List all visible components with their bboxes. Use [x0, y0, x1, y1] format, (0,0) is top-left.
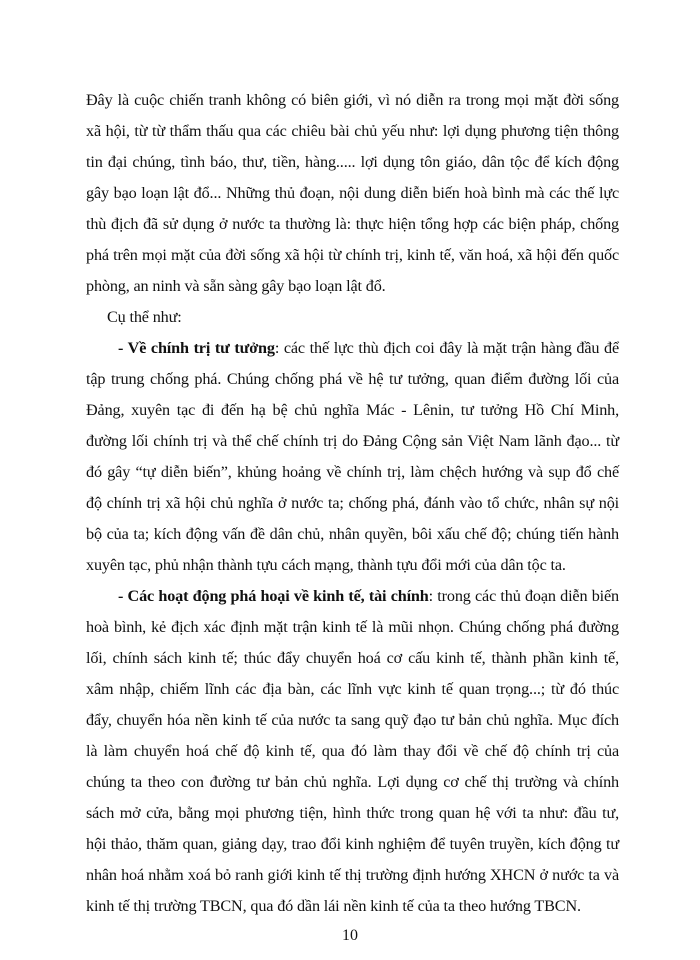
section-economy-line: xâm nhập, chiếm lĩnh các địa bàn, các lĩnh vực kinh tế quan trọng...; từ đó thúc — [86, 680, 619, 698]
section-economy-line: đẩy, chuyển hóa nền kinh tế của nước ta sang quỹ đạo tư bản chủ nghĩa. Mục đích — [86, 711, 619, 729]
section-economy-line: nhân hoá nhằm xoá bỏ ranh giới kinh tế thị trường định hướng XHCN ở nước ta và — [86, 866, 619, 884]
paragraph-1-line: thù địch đã sử dụng ở nước ta thường là: thực hiện tổng hợp các biện pháp, chống — [86, 215, 619, 233]
page-number: 10 — [342, 927, 358, 944]
section-politics-line: bộ của ta; kích động vấn đề dân chủ, nhân quyền, bôi xấu chế độ; chúng tiến hành — [86, 525, 619, 543]
section-economy-heading: - Các hoạt động phá hoại về kinh tế, tài chính — [118, 587, 429, 605]
section-economy-line: lối, chính sách kinh tế; thúc đẩy chuyển hoá cơ cấu kinh tế, thành phần kinh tế, — [86, 649, 619, 667]
section-politics-first-line-rest: : các thế lực thù địch coi đây là mặt trận hàng đầu để — [274, 339, 619, 357]
section-economy-line: hội thảo, thăm quan, giảng dạy, trao đổi kinh nghiệm để tuyên truyền, kích động tư — [86, 835, 619, 853]
paragraph-1-line: xã hội, từ từ thẩm thấu qua các chiêu bài chủ yếu như: lợi dụng phương tiện thông — [86, 122, 619, 140]
paragraph-1-line: phá trên mọi mặt của đời sống xã hội từ chính trị, kinh tế, văn hoá, xã hội đến quốc — [86, 246, 619, 264]
section-economy-line: kinh tế thị trường TBCN, qua đó dần lái nền kinh tế của ta theo hướng TBCN. — [86, 897, 581, 915]
section-economy-first-line — [118, 581, 619, 611]
section-economy-line: hoà bình, kẻ địch xác định mặt trận kinh tế là mũi nhọn. Chúng chống phá đường — [86, 618, 619, 636]
section-politics-line: đó gây “tự diễn biến”, khủng hoảng về chính trị, làm chệch hướng và sụp đổ chế — [86, 463, 619, 481]
section-politics-first-line — [118, 333, 619, 363]
section-politics-heading: - Về chính trị tư tưởng — [118, 339, 275, 357]
paragraph-1-line: phòng, an ninh và sẵn sàng gây bạo loạn lật đổ. — [86, 277, 386, 295]
section-politics-line: đường lối chính trị và thể chế chính trị do Đảng Cộng sản Việt Nam lãnh đạo... từ — [86, 432, 619, 450]
intro-line: Cụ thể như: — [107, 308, 182, 326]
section-economy-line: sách mở cửa, bằng mọi phương tiện, hình thức trong quan hệ với ta như: đầu tư, — [86, 804, 619, 822]
paragraph-1-line: Đây là cuộc chiến tranh không có biên giới, vì nó diễn ra trong mọi mặt đời sống — [86, 91, 619, 109]
section-politics-line: độ chính trị xã hội chủ nghĩa ở nước ta; chống phá, đánh vào tổ chức, nhân sự nội — [86, 494, 619, 512]
paragraph-1-line: tin đại chúng, tình báo, thư, tiền, hàng..... lợi dụng tôn giáo, dân tộc để kích động — [86, 153, 619, 171]
section-economy-line: chúng ta theo con đường tư bản chủ nghĩa. Lợi dụng cơ chế thị trường và chính — [86, 773, 619, 791]
section-economy-first-line-rest: : trong các thủ đoạn diễn biến — [428, 587, 619, 605]
section-politics-line: Đảng, xuyên tạc đi đến hạ bệ chủ nghĩa Mác - Lênin, tư tưởng Hồ Chí Minh, — [86, 401, 619, 419]
section-economy-line: là làm chuyển hoá chế độ kinh tế, qua đó làm thay đổi về chế độ chính trị của — [86, 742, 619, 760]
paragraph-1-line: gây bạo loạn lật đổ... Những thủ đoạn, nội dung diễn biến hoà bình mà các thế lực — [86, 184, 619, 202]
section-politics-line: tập trung chống phá. Chúng chống phá về hệ tư tưởng, quan điểm đường lối của — [86, 370, 619, 388]
section-politics-line: xuyên tạc, phủ nhận thành tựu cách mạng, thành tựu đổi mới của dân tộc ta. — [86, 556, 566, 574]
